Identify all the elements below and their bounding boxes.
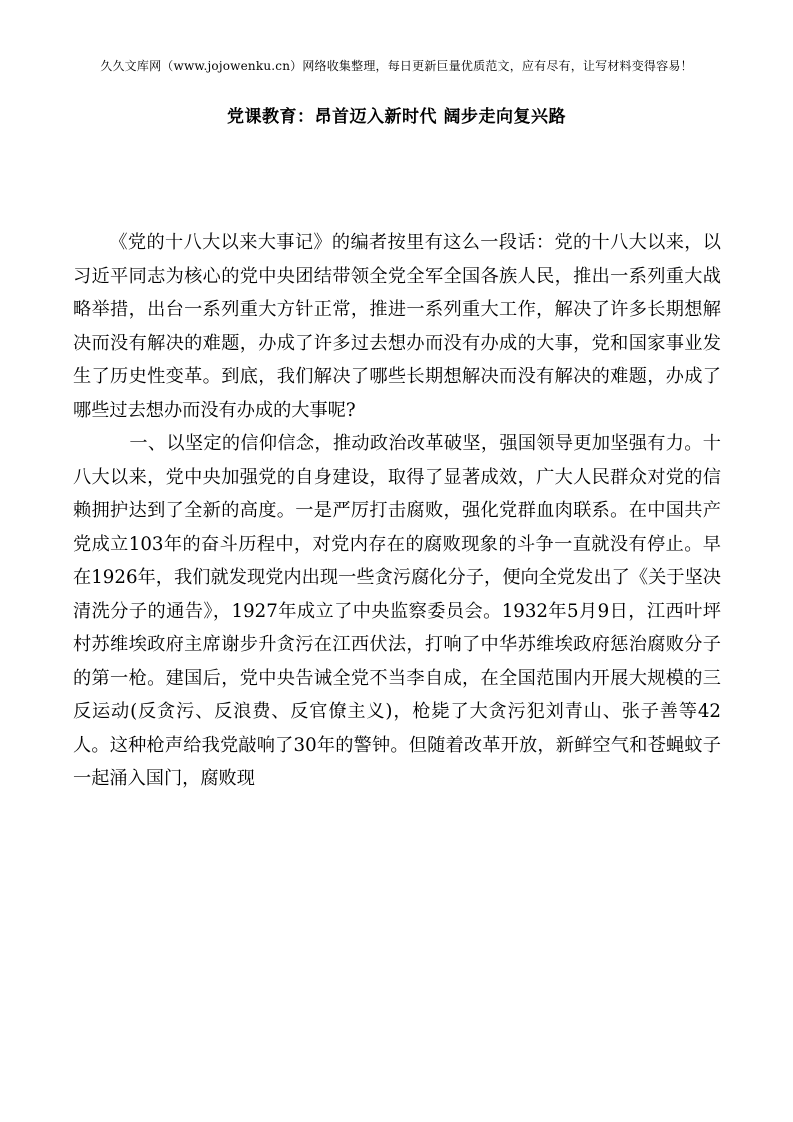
page-header-banner: 久久文库网（www.jojowenku.cn）网络收集整理，每日更新巨量优质范文，应有尽有，让写材料变得容易！ bbox=[100, 59, 693, 73]
document-title: 党课教育：昂首迈入新时代 阔步走向复兴路 bbox=[227, 107, 566, 127]
paragraph-section-one: 一、以坚定的信仰信念，推动政治改革破坚，强国领导更加坚强有力。十八大以来，党中央加强党的自身建设，取得了显著成效，广大人民群众对党的信赖拥护达到了全新的高度。一是严厉打击腐败，强化党群血肉联系。在中国共产党成立103年的奋斗历程中，对党内存在的腐败现象的斗争一直就没有停止。早在1926年，我们就发现党内出现一些贪污腐化分子，便向全党发出了《关于坚决清洗分子的通告》，1927年成立了中央监察委员会。1932年5月9日，江西叶坪村苏维埃政府主席谢步升贪污在江西伏法，打响了中华苏维埃政府惩治腐败分子的第一枪。建国后，党中央告诫全党不当李自成，在全国范围内开展大规模的三反运动(反贪污、反浪费、反官僚主义)，枪毙了大贪污犯刘青山、张子善等42人。这种枪声给我党敲响了30年的警钟。但随着改革开放，新鲜空气和苍蝇蚊子一起涌入国门，腐败现 bbox=[73, 433, 721, 789]
paragraph-intro: 《党的十八大以来大事记》的编者按里有这么一段话：党的十八大以来，以习近平同志为核心的党中央团结带领全党全军全国各族人民，推出一系列重大战略举措，出台一系列重大方针正常，推进一系列重大工作，解决了许多长期想解决而没有解决的难题，办成了许多过去想办而没有办成的大事，党和国家事业发生了历史性变革。到底，我们解决了哪些长期想解决而没有解决的难题，办成了哪些过去想办而没有办成的大事呢? bbox=[73, 232, 721, 421]
document-body bbox=[73, 226, 721, 796]
